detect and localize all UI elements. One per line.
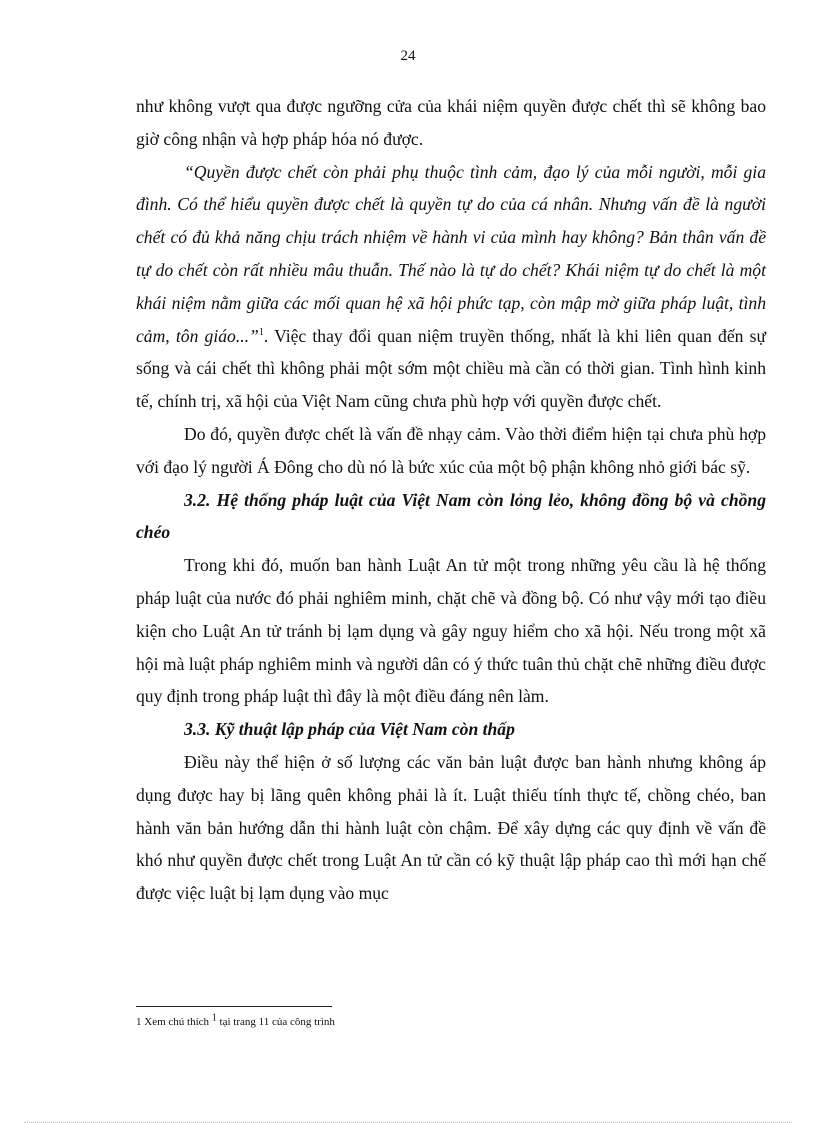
footnote-marker: 1	[136, 1016, 142, 1028]
paragraph: Điều này thể hiện ở số lượng các văn bản luật được ban hành nhưng không áp dụng được hay bị lãng quên không phải là ít. Luật thiếu tính thực tế, chồng chéo, ban hành văn bản hướng dẫn thi hành luật còn chậm. Để xây dựng các quy định về vấn đề khó như quyền được chết trong Luật An tử cần có kỹ thuật lập pháp cao thì mới hạn chế được việc luật bị lạm dụng vào mục	[136, 751, 766, 904]
page-number: 24	[400, 48, 416, 64]
footnote-separator	[136, 1006, 332, 1007]
footnote-reference[interactable]: 1	[258, 326, 264, 338]
footnote-text-rest: tại trang 11 của công trình	[216, 1016, 335, 1028]
section-heading-3-3: 3.3. Kỹ thuật lập pháp của Việt Nam còn thấp	[184, 719, 515, 740]
footnote-inner-ref: 1	[211, 1012, 217, 1024]
quotation: “Quyền được chết còn phải phụ thuộc tình cảm, đạo lý của mỗi người, mỗi gia đình. Có thể hiểu quyền được chết là quyền tự do của cá nhân. Nhưng vấn đề là người chết có đủ khả năng chịu trách nhiệm về hành vi của mình hay không? Bản thân vấn đề tự do chết còn rất nhiều mâu thuẫn. Thế nào là tự do chết? Khái niệm tự do chết là một khái niệm nằm giữa các mối quan hệ xã hội phức tạp, còn mập mờ giữa pháp luật, tình cảm, tôn giáo...”	[136, 161, 766, 346]
footnote	[136, 1012, 335, 1029]
paragraph: Do đó, quyền được chết là vấn đề nhạy cảm. Vào thời điểm hiện tại chưa phù hợp với đạo lý người Á Đông cho dù nó là bức xúc của một bộ phận không nhỏ giới bác sỹ.	[136, 423, 766, 477]
paragraph: Trong khi đó, muốn ban hành Luật An tử một trong những yêu cầu là hệ thống pháp luật của nước đó phải nghiêm minh, chặt chẽ và đồng bộ. Có như vậy mới tạo điều kiện cho Luật An tử tránh bị lạm dụng và gây nguy hiểm cho xã hội. Nếu trong một xã hội mà luật pháp nghiêm minh và người dân có ý thức tuân thủ chặt chẽ những điều được quy định trong pháp luật thì đây là một điều đáng nên làm.	[136, 555, 766, 707]
paragraph: như không vượt qua được ngưỡng cửa của khái niệm quyền được chết thì sẽ không bao giờ công nhận và hợp pháp hóa nó được.	[136, 96, 766, 149]
quote-paragraph	[136, 156, 766, 418]
paragraph-continuation: . Việc thay đổi quan niệm truyền thống, nhất là khi liên quan đến sự sống và cái chết thì không phải một sớm một chiều mà cần có thời gian. Tình hình kinh tế, chính trị, xã hội của Việt Nam cũng chưa phù hợp với quyền được chết.	[136, 325, 766, 412]
footnote-text: Xem chú thích	[141, 1016, 212, 1028]
document-body	[136, 90, 766, 910]
section-heading-3-2: 3.2. Hệ thống pháp luật của Việt Nam còn lỏng lẻo, không đồng bộ và chồng chéo	[136, 489, 766, 543]
